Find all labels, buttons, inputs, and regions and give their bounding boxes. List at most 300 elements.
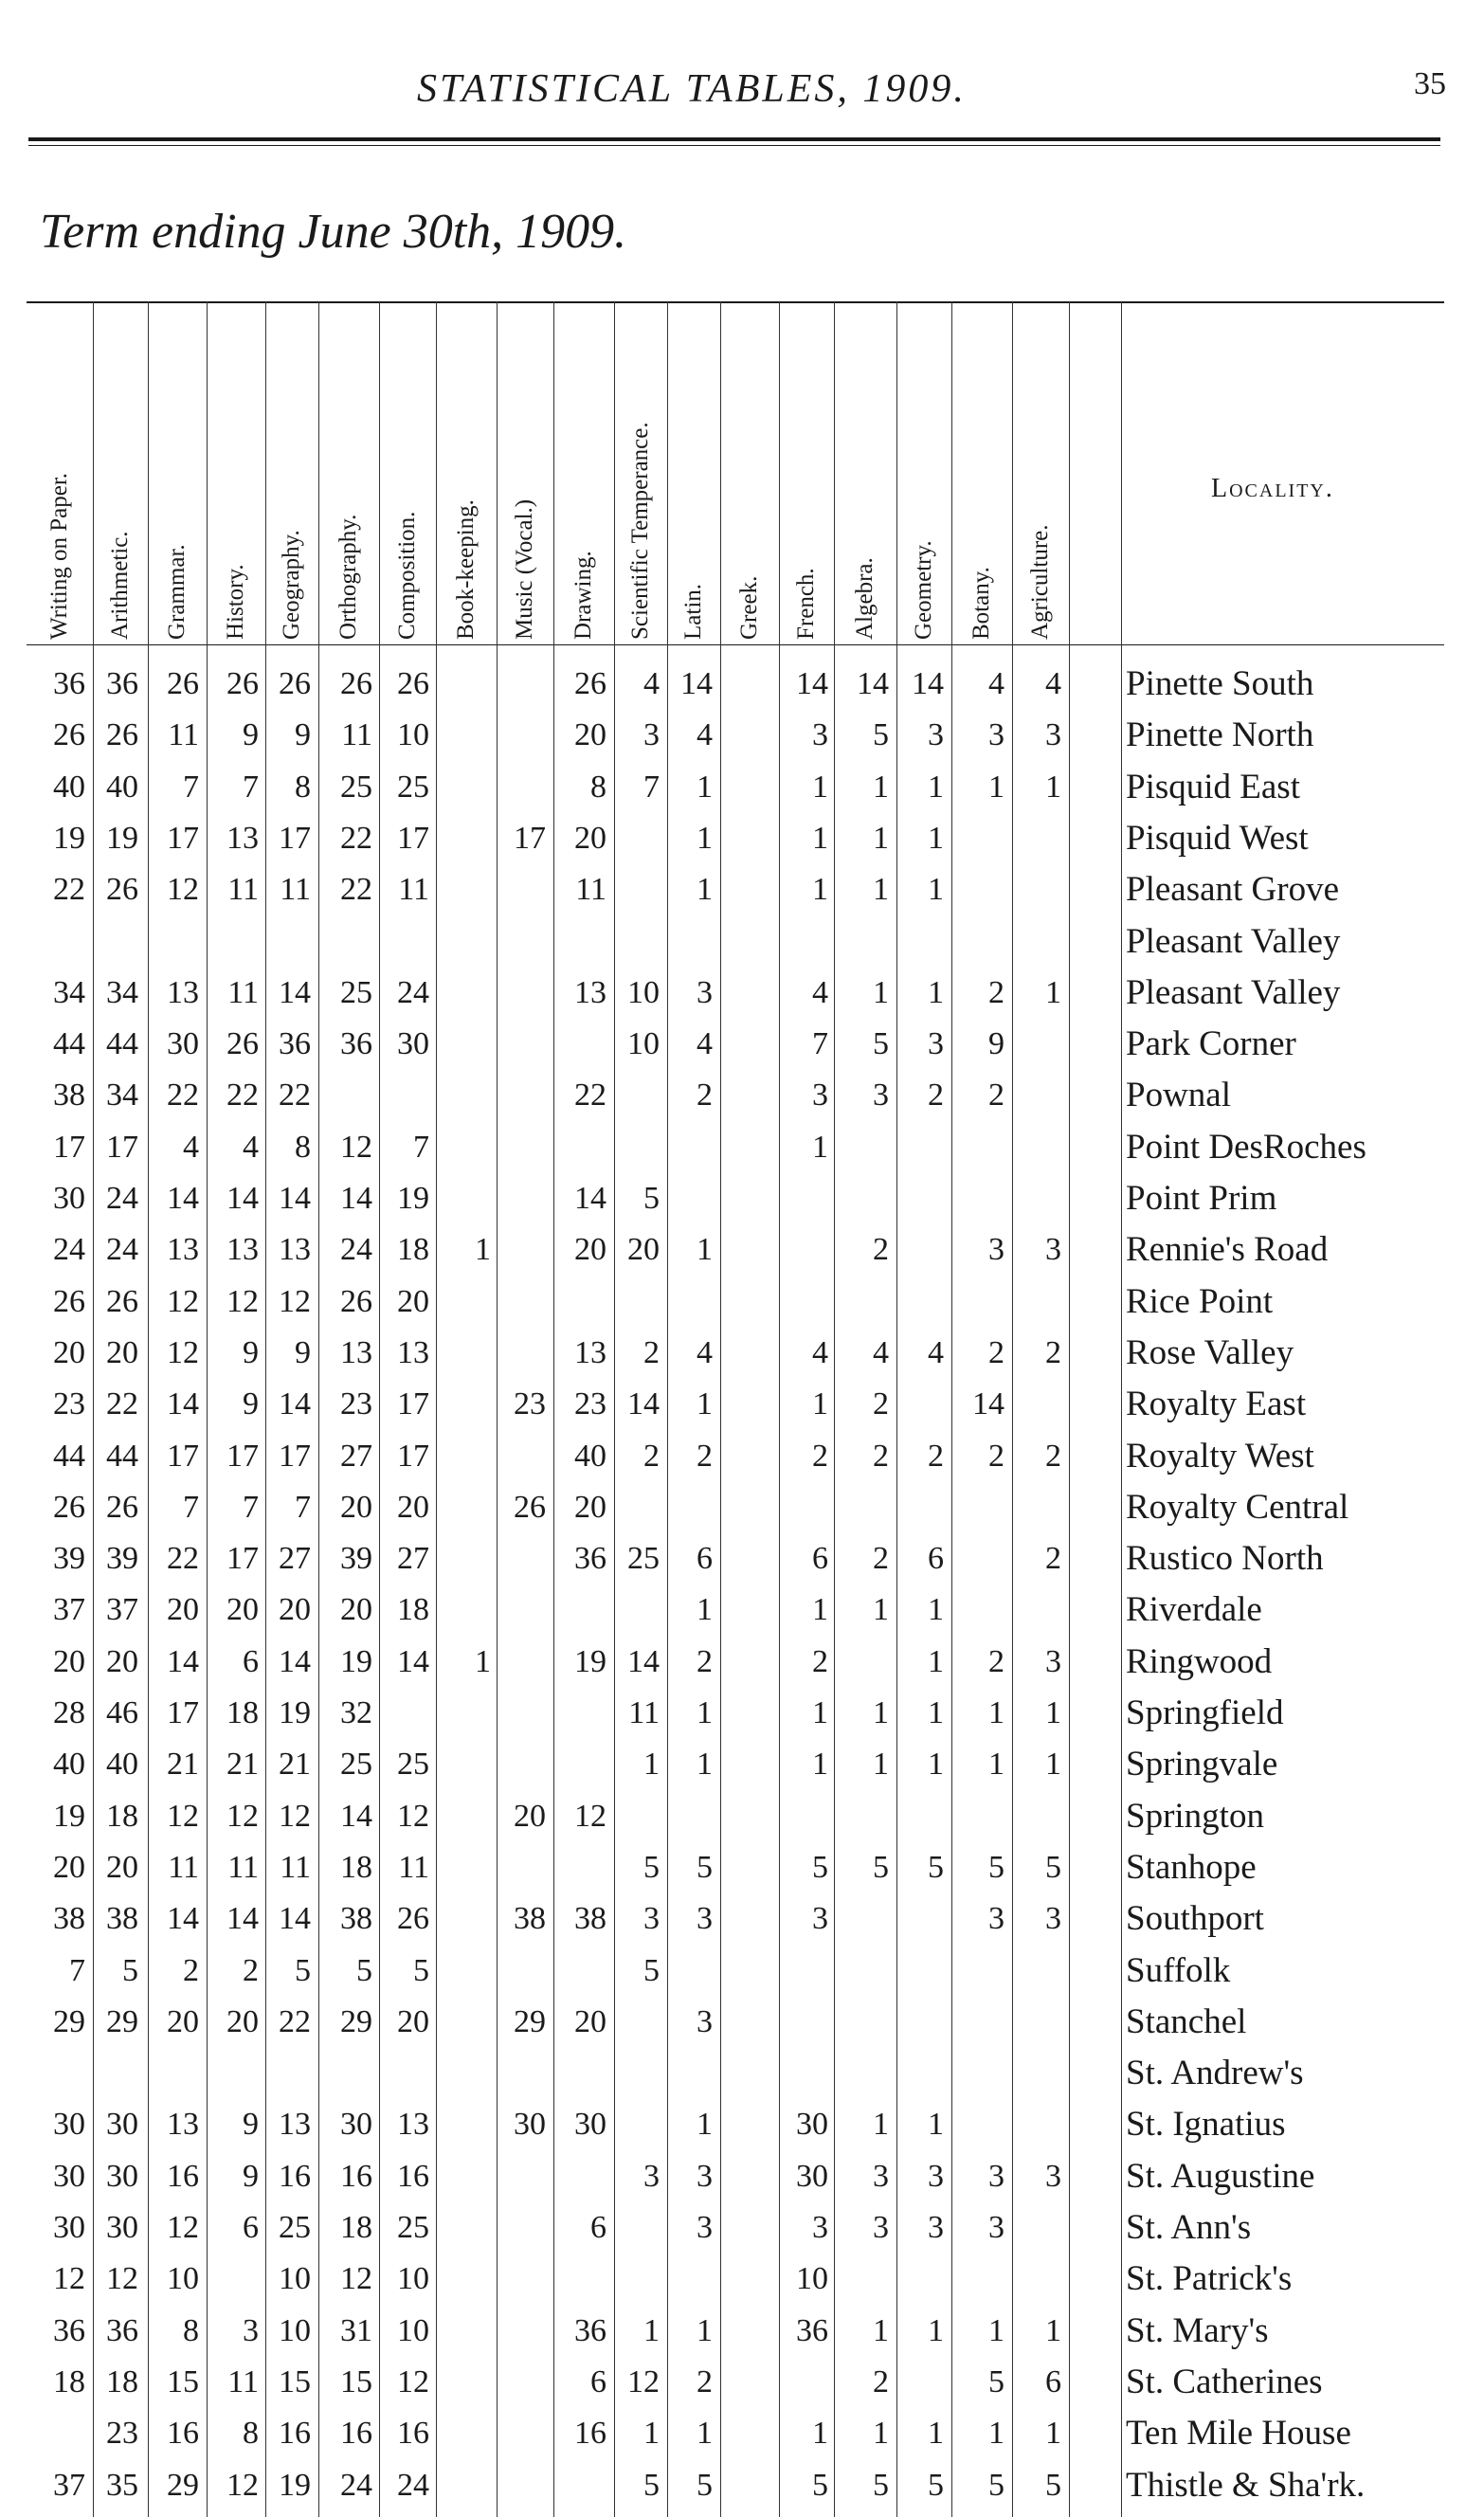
column-header <box>93 313 148 640</box>
table-cell: 3 <box>643 2158 660 2194</box>
table-cell: 26 <box>397 666 429 701</box>
table-cell: 1 <box>812 1695 828 1730</box>
table-cell: 2 <box>873 2363 889 2399</box>
table-cell: 20 <box>340 1489 372 1525</box>
table-cell: 24 <box>106 1232 138 1268</box>
table-cell: 17 <box>397 1386 429 1422</box>
table-cell: 34 <box>106 1077 138 1114</box>
table-cell: 1 <box>873 1695 889 1730</box>
table-cell: 1 <box>812 1747 828 1783</box>
table-cell: 5 <box>988 1849 1004 1885</box>
table-cell: 1 <box>928 872 944 908</box>
table-cell: 25 <box>397 1747 429 1783</box>
table-cell: 12 <box>167 1334 199 1370</box>
column-header-label: Geometry. <box>911 540 936 640</box>
column-header <box>614 313 667 640</box>
table-row <box>27 922 1444 962</box>
table-cell: 13 <box>279 1232 311 1268</box>
table-cell: 14 <box>857 666 889 701</box>
table-cell: 5 <box>643 1952 660 1988</box>
table-cell: 1 <box>812 820 828 856</box>
table-cell: 3 <box>1045 717 1061 753</box>
table-cell: 21 <box>226 1747 259 1783</box>
table-cell: 1 <box>812 2416 828 2452</box>
table-cell: 10 <box>279 2312 311 2348</box>
table-cell: 36 <box>340 1026 372 1062</box>
table-row <box>27 1437 1444 1476</box>
table-cell: 46 <box>106 1695 138 1730</box>
table-cell: 3 <box>697 2158 713 2194</box>
column-header-label: Algebra. <box>852 557 878 640</box>
table-cell: 26 <box>53 717 85 753</box>
table-cell: 1 <box>697 1592 713 1628</box>
table-cell: 1 <box>697 1232 713 1268</box>
table-cell: 1 <box>988 769 1004 805</box>
table-cell: 2 <box>183 1952 199 1988</box>
table-cell: 14 <box>167 1643 199 1679</box>
table-cell: 37 <box>53 2467 85 2503</box>
table-row <box>27 1230 1444 1270</box>
table-cell: 13 <box>226 1232 259 1268</box>
table-cell: 10 <box>627 1026 660 1062</box>
table-cell: 17 <box>279 1438 311 1474</box>
header-bottom-rule <box>27 644 1444 645</box>
table-row <box>27 1282 1444 1322</box>
table-cell: 16 <box>279 2158 311 2194</box>
table-cell: 26 <box>53 1283 85 1319</box>
table-cell: 36 <box>53 2312 85 2348</box>
table-cell: 11 <box>398 1849 429 1885</box>
table-cell: 17 <box>53 1129 85 1165</box>
table-cell: 4 <box>243 1129 259 1165</box>
table-row <box>27 1745 1444 1784</box>
table-cell: 3 <box>812 1077 828 1114</box>
locality-name: St. Catherines <box>1126 2362 1323 2401</box>
table-cell: 3 <box>988 1232 1004 1268</box>
locality-name: St. Ann's <box>1126 2208 1252 2247</box>
table-cell: 12 <box>279 1798 311 1834</box>
table-cell: 2 <box>873 1541 889 1577</box>
table-cell: 14 <box>972 1386 1004 1422</box>
column-header <box>1012 313 1069 640</box>
table-cell: 1 <box>643 1747 660 1783</box>
column-header <box>834 313 896 640</box>
table-cell: 3 <box>873 1077 889 1114</box>
table-cell: 25 <box>397 769 429 805</box>
column-header-label: Arithmetic. <box>107 531 133 640</box>
table-cell: 20 <box>279 1592 311 1628</box>
table-cell: 1 <box>873 2107 889 2143</box>
table-cell: 15 <box>340 2363 372 2399</box>
table-cell: 14 <box>680 666 713 701</box>
column-header <box>720 313 779 640</box>
table-row <box>27 1128 1444 1168</box>
table-cell: 12 <box>226 2467 259 2503</box>
table-cell: 20 <box>574 1232 606 1268</box>
table-cell: 37 <box>106 1592 138 1628</box>
table-cell: 5 <box>928 2467 944 2503</box>
table-cell: 36 <box>574 1541 606 1577</box>
table-cell: 25 <box>340 769 372 805</box>
page-number: 35 <box>1414 66 1446 101</box>
locality-name: St. Augustine <box>1126 2156 1315 2196</box>
table-cell: 6 <box>1045 2363 1061 2399</box>
table-cell: 5 <box>812 2467 828 2503</box>
table-row <box>27 1333 1444 1373</box>
locality-name: Rice Point <box>1126 1281 1274 1321</box>
table-cell: 4 <box>697 717 713 753</box>
table-cell: 20 <box>53 1849 85 1885</box>
table-cell: 1 <box>988 1747 1004 1783</box>
table-row <box>27 664 1444 704</box>
table-cell: 22 <box>574 1077 606 1114</box>
table-cell: 26 <box>106 872 138 908</box>
table-cell: 2 <box>928 1438 944 1474</box>
column-header-label: Latin. <box>680 583 706 640</box>
locality-name: Southport <box>1126 1899 1264 1939</box>
table-cell: 12 <box>340 2261 372 2297</box>
table-cell: 19 <box>53 1798 85 1834</box>
table-cell: 40 <box>574 1438 606 1474</box>
table-cell: 20 <box>574 1489 606 1525</box>
table-row <box>27 2157 1444 2197</box>
table-cell: 18 <box>106 2363 138 2399</box>
locality-name: Pleasant Valley <box>1126 921 1341 961</box>
table-cell: 22 <box>226 1077 259 1114</box>
table-cell: 39 <box>106 1541 138 1577</box>
table-cell: 12 <box>167 872 199 908</box>
table-cell: 1 <box>928 1695 944 1730</box>
header-rule-thick <box>28 137 1440 141</box>
table-cell: 13 <box>397 1334 429 1370</box>
table-cell: 14 <box>627 1643 660 1679</box>
table-cell: 30 <box>574 2107 606 2143</box>
table-cell: 2 <box>812 1438 828 1474</box>
table-cell: 3 <box>928 1026 944 1062</box>
table-cell: 11 <box>398 872 429 908</box>
statistics-table <box>27 301 1444 2505</box>
locality-name: Suffolk <box>1126 1950 1231 1990</box>
table-cell: 10 <box>627 974 660 1010</box>
table-cell: 25 <box>340 974 372 1010</box>
table-cell: 1 <box>928 2107 944 2143</box>
table-cell: 40 <box>53 1747 85 1783</box>
locality-name: Ringwood <box>1126 1641 1273 1681</box>
table-cell: 1 <box>873 2416 889 2452</box>
table-cell: 18 <box>226 1695 259 1730</box>
column-header-label: Scientific Temperance. <box>627 422 653 640</box>
table-cell: 3 <box>812 717 828 753</box>
table-cell: 39 <box>53 1541 85 1577</box>
table-cell: 26 <box>397 1901 429 1937</box>
column-header-label: Geography. <box>279 530 304 640</box>
table-cell: 12 <box>279 1283 311 1319</box>
table-cell: 38 <box>53 1901 85 1937</box>
table-cell: 9 <box>295 1334 311 1370</box>
table-cell: 36 <box>279 1026 311 1062</box>
table-cell: 11 <box>227 872 259 908</box>
locality-name: Pownal <box>1126 1076 1231 1115</box>
table-cell: 7 <box>69 1952 85 1988</box>
table-cell: 13 <box>574 1334 606 1370</box>
table-cell: 25 <box>627 1541 660 1577</box>
table-cell: 2 <box>873 1438 889 1474</box>
table-row <box>27 2105 1444 2145</box>
table-cell: 7 <box>812 1026 828 1062</box>
table-cell: 11 <box>341 717 372 753</box>
table-cell: 11 <box>575 872 606 908</box>
table-cell: 1 <box>988 2312 1004 2348</box>
table-row <box>27 2054 1444 2093</box>
header-rule-thin <box>28 145 1440 146</box>
column-header-label: Grammar. <box>164 544 190 640</box>
table-cell: 18 <box>53 2363 85 2399</box>
table-cell: 1 <box>928 820 944 856</box>
table-cell: 39 <box>340 1541 372 1577</box>
locality-name: Royalty East <box>1126 1385 1307 1424</box>
table-cell: 16 <box>279 2416 311 2452</box>
table-cell: 12 <box>340 1129 372 1165</box>
locality-name: Pinette North <box>1126 715 1314 755</box>
table-cell: 27 <box>340 1438 372 1474</box>
table-cell: 4 <box>988 666 1004 701</box>
table-row <box>27 2363 1444 2402</box>
table-cell: 3 <box>697 974 713 1010</box>
table-cell: 11 <box>280 1849 311 1885</box>
table-cell: 20 <box>106 1849 138 1885</box>
table-cell: 30 <box>340 2107 372 2143</box>
table-cell: 4 <box>812 974 828 1010</box>
table-cell: 22 <box>106 1386 138 1422</box>
table-row <box>27 1797 1444 1837</box>
table-cell: 26 <box>340 666 372 701</box>
table-cell: 1 <box>697 769 713 805</box>
table-cell: 5 <box>643 1849 660 1885</box>
table-cell: 30 <box>796 2158 828 2194</box>
table-cell: 7 <box>243 1489 259 1525</box>
table-cell: 1 <box>812 1129 828 1165</box>
table-cell: 14 <box>912 666 944 701</box>
table-cell: 20 <box>226 2003 259 2039</box>
table-cell: 7 <box>183 769 199 805</box>
table-cell: 26 <box>53 1489 85 1525</box>
term-subtitle: Term ending June 30th, 1909. <box>40 205 627 259</box>
locality-name: Point DesRoches <box>1126 1127 1366 1167</box>
column-header-label: Agriculture. <box>1027 524 1053 640</box>
table-cell: 16 <box>340 2158 372 2194</box>
table-cell: 14 <box>397 1643 429 1679</box>
table-cell: 3 <box>697 1901 713 1937</box>
table-cell: 16 <box>167 2158 199 2194</box>
table-cell: 10 <box>397 2261 429 2297</box>
table-cell: 25 <box>397 2210 429 2245</box>
table-cell: 2 <box>988 1334 1004 1370</box>
table-cell: 23 <box>106 2416 138 2452</box>
table-cell: 13 <box>167 2107 199 2143</box>
table-cell: 9 <box>243 2107 259 2143</box>
table-cell: 5 <box>812 1849 828 1885</box>
table-cell: 22 <box>340 820 372 856</box>
table-cell: 3 <box>988 2210 1004 2245</box>
table-cell: 3 <box>988 717 1004 753</box>
table-cell: 4 <box>183 1129 199 1165</box>
table-cell: 17 <box>226 1541 259 1577</box>
locality-header: Locality. <box>1211 474 1334 503</box>
table-cell: 10 <box>796 2261 828 2297</box>
table-cell: 14 <box>279 974 311 1010</box>
table-cell: 1 <box>988 1695 1004 1730</box>
table-cell: 17 <box>167 1438 199 1474</box>
table-cell: 6 <box>243 1643 259 1679</box>
table-cell: 12 <box>574 1798 606 1834</box>
table-cell: 20 <box>167 1592 199 1628</box>
table-cell: 9 <box>243 1386 259 1422</box>
table-cell: 2 <box>988 974 1004 1010</box>
table-cell: 7 <box>183 1489 199 1525</box>
table-cell: 12 <box>167 1798 199 1834</box>
table-cell: 14 <box>279 1643 311 1679</box>
locality-name: St. Mary's <box>1126 2310 1269 2350</box>
table-cell: 6 <box>812 1541 828 1577</box>
table-cell: 2 <box>697 1643 713 1679</box>
table-cell: 1 <box>928 2312 944 2348</box>
table-cell: 2 <box>873 1386 889 1422</box>
table-cell: 30 <box>106 2158 138 2194</box>
table-cell: 30 <box>397 1026 429 1062</box>
table-cell: 1 <box>697 1747 713 1783</box>
table-cell: 36 <box>106 2312 138 2348</box>
table-cell: 13 <box>167 1232 199 1268</box>
table-cell: 12 <box>397 1798 429 1834</box>
table-cell: 19 <box>53 820 85 856</box>
table-cell: 5 <box>413 1952 429 1988</box>
table-cell: 17 <box>106 1129 138 1165</box>
table-cell: 22 <box>279 2003 311 2039</box>
column-header <box>379 313 436 640</box>
table-cell: 20 <box>514 1798 546 1834</box>
table-cell: 3 <box>812 1901 828 1937</box>
table-cell: 17 <box>397 820 429 856</box>
column-header <box>779 313 834 640</box>
table-cell: 1 <box>873 820 889 856</box>
table-cell: 29 <box>106 2003 138 2039</box>
table-cell: 3 <box>1045 1901 1061 1937</box>
table-row <box>27 1488 1444 1528</box>
table-cell: 22 <box>279 1077 311 1114</box>
table-cell: 4 <box>812 1334 828 1370</box>
locality-name: Pisquid West <box>1126 818 1309 858</box>
table-cell: 5 <box>873 2467 889 2503</box>
table-cell: 5 <box>988 2363 1004 2399</box>
table-cell: 2 <box>988 1643 1004 1679</box>
table-row <box>27 1179 1444 1219</box>
table-cell: 3 <box>988 1901 1004 1937</box>
table-cell: 14 <box>796 666 828 701</box>
table-cell: 13 <box>279 2107 311 2143</box>
table-cell: 23 <box>514 1386 546 1422</box>
table-cell: 5 <box>1045 2467 1061 2503</box>
column-header-label: Music (Vocal.) <box>512 498 537 640</box>
table-cell: 44 <box>106 1026 138 1062</box>
locality-name: St. Ignatius <box>1126 2105 1286 2145</box>
column-header <box>951 313 1012 640</box>
column-header <box>896 313 951 640</box>
table-cell: 10 <box>167 2261 199 2297</box>
table-cell: 16 <box>340 2416 372 2452</box>
table-cell: 7 <box>413 1129 429 1165</box>
table-cell: 12 <box>226 1798 259 1834</box>
table-cell: 12 <box>397 2363 429 2399</box>
table-row <box>27 1642 1444 1682</box>
table-cell: 16 <box>397 2158 429 2194</box>
table-cell: 14 <box>167 1386 199 1422</box>
table-row <box>27 1024 1444 1064</box>
column-header-label: Writing on Paper. <box>46 472 72 640</box>
table-cell: 10 <box>279 2261 311 2297</box>
table-cell: 1 <box>812 1592 828 1628</box>
table-cell: 19 <box>397 1181 429 1216</box>
column-header <box>148 313 207 640</box>
table-cell: 18 <box>340 1849 372 1885</box>
table-cell: 17 <box>279 820 311 856</box>
table-cell: 35 <box>106 2467 138 2503</box>
table-cell: 26 <box>279 666 311 701</box>
table-cell: 1 <box>812 872 828 908</box>
table-cell: 30 <box>106 2107 138 2143</box>
table-cell: 1 <box>475 1232 491 1268</box>
table-cell: 5 <box>1045 1849 1061 1885</box>
table-cell: 1 <box>697 872 713 908</box>
table-cell: 12 <box>106 2261 138 2297</box>
table-cell: 12 <box>226 1283 259 1319</box>
table-cell: 17 <box>167 820 199 856</box>
table-cell: 1 <box>873 872 889 908</box>
table-cell: 44 <box>53 1026 85 1062</box>
table-row <box>27 1590 1444 1630</box>
table-cell: 40 <box>106 769 138 805</box>
locality-name: Park Corner <box>1126 1024 1296 1064</box>
table-cell: 5 <box>122 1952 138 1988</box>
table-cell: 34 <box>106 974 138 1010</box>
table-cell: 24 <box>397 974 429 1010</box>
table-cell: 2 <box>1045 1541 1061 1577</box>
table-cell: 17 <box>514 820 546 856</box>
table-cell: 9 <box>988 1026 1004 1062</box>
table-cell: 15 <box>167 2363 199 2399</box>
table-cell: 13 <box>574 974 606 1010</box>
table-row <box>27 973 1444 1013</box>
table-cell: 5 <box>928 1849 944 1885</box>
table-cell: 14 <box>574 1181 606 1216</box>
table-cell: 30 <box>167 1026 199 1062</box>
table-row <box>27 2259 1444 2299</box>
table-cell: 29 <box>340 2003 372 2039</box>
table-cell: 3 <box>643 1901 660 1937</box>
table-row <box>27 1539 1444 1579</box>
table-cell: 1 <box>928 1592 944 1628</box>
table-cell: 13 <box>226 820 259 856</box>
table-cell: 2 <box>988 1077 1004 1114</box>
locality-name: St. Patrick's <box>1126 2259 1293 2299</box>
column-header <box>497 313 553 640</box>
table-cell: 8 <box>183 2312 199 2348</box>
table-cell: 36 <box>574 2312 606 2348</box>
table-cell: 9 <box>243 2158 259 2194</box>
table-cell: 1 <box>697 2312 713 2348</box>
table-cell: 7 <box>243 769 259 805</box>
table-cell: 29 <box>167 2467 199 2503</box>
table-row <box>27 870 1444 910</box>
